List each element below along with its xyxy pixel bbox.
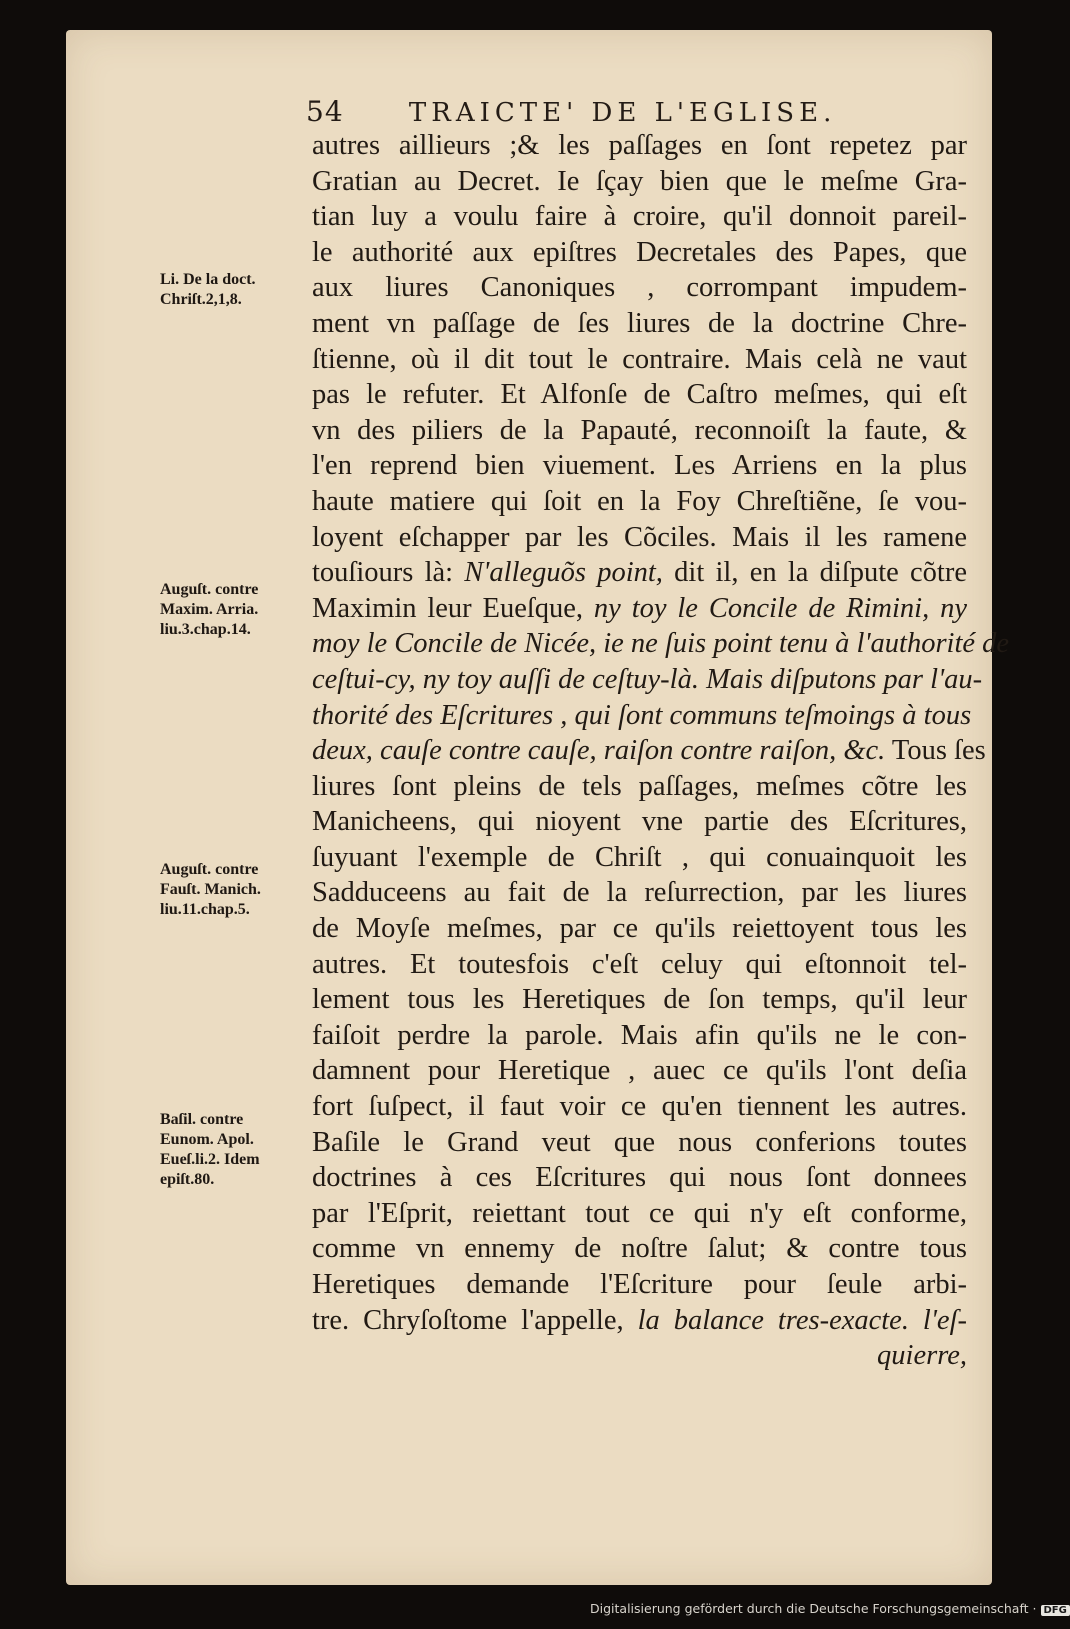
text-segment: autres. Et toutesfois c'eſt celuy qui eſtonnoit tel- [312,948,967,980]
text-line [312,1089,967,1125]
text-line [312,591,967,627]
italic-text: N'alleguõs point, [464,557,663,589]
margin-note-line: Auguſt. contre [160,581,259,598]
text-line [312,484,967,520]
text-line [312,306,967,342]
text-segment: tian luy a voulu faire à croire, qu'il donnoit pareil- [312,201,967,233]
text-segment: damnent pour Heretique , auec ce qu'ils l'ont deſia [312,1055,967,1087]
text-segment: touſiours là: [312,557,465,589]
margin-note-line: Chriſt.2,1,8. [160,291,242,308]
text-segment: le authorité aux epiſtres Decretales des Papes, que [312,236,967,268]
text-line [312,1018,967,1054]
margin-note-line: liu.11.chap.5. [160,901,250,918]
text-line [312,377,967,413]
text-line [312,840,967,876]
italic-text: deux, cauſe contre cauſe, raiſon contre raiſon, &c. [312,735,886,767]
text-segment: Gratian au Decret. Ie ſçay bien que le meſme Gra- [312,165,967,197]
text-line [312,733,986,769]
text-segment: lement tous les Heretiques de ſon temps, qu'il leur [312,984,967,1016]
text-line [312,1267,967,1303]
text-line [312,1338,967,1374]
text-segment: Maximin leur Eueſque, [312,592,594,624]
text-segment: ment vn paſſage de ſes liures de la doctrine Chre- [312,307,967,339]
page-number: 54 [306,95,344,128]
text-segment: pas le refuter. Et Alfonſe de Caſtro meſmes, qui eſt [312,379,967,411]
margin-note-line: Fauſt. Manich. [160,881,261,898]
dfg-logo: DFG [1041,1605,1070,1616]
italic-text: ceſtui-cy, ny toy auſſi de ceſtuy-là. Mais diſputons par l'au- [312,663,983,695]
margin-note-line: Eueſ.li.2. Idem [160,1151,260,1168]
margin-note-line: Baſil. contre [160,1111,244,1128]
text-segment: l'en reprend bien viuement. Les Arriens en la plus [312,450,967,482]
margin-note-line: liu.3.chap.14. [160,621,251,638]
text-segment: tre. Chryſoſtome l'appelle, [312,1304,638,1336]
text-line [312,199,967,235]
text-segment: vn des piliers de la Papauté, reconnoiſt la faute, & [312,414,967,446]
body-text [312,128,1010,1374]
text-segment: liures ſont pleins de tels paſſages, meſmes cõtre les [312,770,967,802]
italic-text: thorité des Eſcritures , qui ſont communs teſmoings à tous [312,699,972,731]
text-line [312,555,967,591]
text-line [312,164,967,200]
text-segment: de Moyſe meſmes, par ce qu'ils reiettoyent tous les [312,913,967,945]
text-segment: Manicheens, qui nioyent vne partie des Eſcritures, [312,806,967,838]
text-segment: fort ſuſpect, il faut voir ce qu'en tiennent les autres. [312,1091,967,1123]
running-title: TRAICTE' DE L'EGLISE. [408,98,837,128]
text-segment: Sadduceens au fait de la reſurrection, par les liures [312,877,967,909]
footer-credit [590,1601,1067,1616]
text-line [312,982,967,1018]
text-line [312,448,967,484]
text-line [312,1303,967,1339]
text-line [312,235,967,271]
text-line [312,413,967,449]
margin-note-1 [160,270,310,310]
text-line [312,875,967,911]
text-line [312,270,967,306]
text-segment: Tous ſes [885,735,986,767]
text-segment: dit il, en la diſpute cõtre [662,557,967,589]
margin-note-line: epiſt.80. [160,1171,215,1188]
text-line [312,698,972,734]
text-line [312,520,967,556]
text-segment: Heretiques demande l'Eſcriture pour ſeule arbi- [312,1269,967,1300]
text-segment: faiſoit perdre la parole. Mais afin qu'ils ne le con- [312,1019,967,1051]
italic-text: moy le Concile de Nicée, ie ne ſuis point tenu à l'authorité de [312,628,1010,660]
text-line [312,342,967,378]
text-segment: Baſile le Grand veut que nous conferions toutes [312,1126,967,1158]
margin-note-line: Li. De la doct. [160,271,256,288]
page-header [306,95,866,128]
text-line [312,947,967,983]
text-line [312,804,967,840]
text-line [312,1231,967,1267]
text-segment: doctrines à ces Eſcritures qui nous ſont donnees [312,1162,967,1194]
margin-note-line: Eunom. Apol. [160,1131,254,1148]
text-line [312,662,983,698]
text-segment: par l'Eſprit, reiettant tout ce qui n'y eſt conforme, [312,1197,967,1229]
italic-text: quierre, [877,1340,967,1372]
margin-note-line: Auguſt. contre [160,861,259,878]
text-line [312,1125,967,1161]
text-line [312,626,1010,662]
text-line [312,911,967,947]
italic-text: la balance tres-exacte. l'eſ- [637,1304,967,1336]
text-line [312,769,967,805]
text-segment: autres aillieurs ;& les paſſages en ſont repetez par [312,130,967,161]
margin-note-line: Maxim. Arria. [160,601,259,618]
italic-text: ny toy le Concile de Rimini, ny [593,592,967,624]
text-segment: ſtienne, où il dit tout le contraire. Mais celà ne vaut [312,343,967,375]
margin-note-3 [160,860,310,920]
text-segment: ſuyuant l'exemple de Chriſt , qui conuainquoit les [312,841,967,873]
text-line [312,128,967,164]
margin-note-4 [160,1110,310,1190]
text-line [312,1196,967,1232]
text-segment: comme vn ennemy de noſtre ſalut; & contre tous [312,1233,967,1265]
text-line [312,1053,967,1089]
text-line [312,1160,967,1196]
text-segment: loyent eſchapper par les Cõciles. Mais il les ramene [312,521,967,553]
text-segment: aux liures Canoniques , corrompant impudem- [312,272,967,304]
footer-credit-text: Digitalisierung gefördert durch die Deutsche Forschungsgemeinschaft · [590,1601,1037,1616]
margin-note-2 [160,580,310,640]
text-segment: haute matiere qui ſoit en la Foy Chreſtiẽne, ſe vou- [312,485,967,517]
